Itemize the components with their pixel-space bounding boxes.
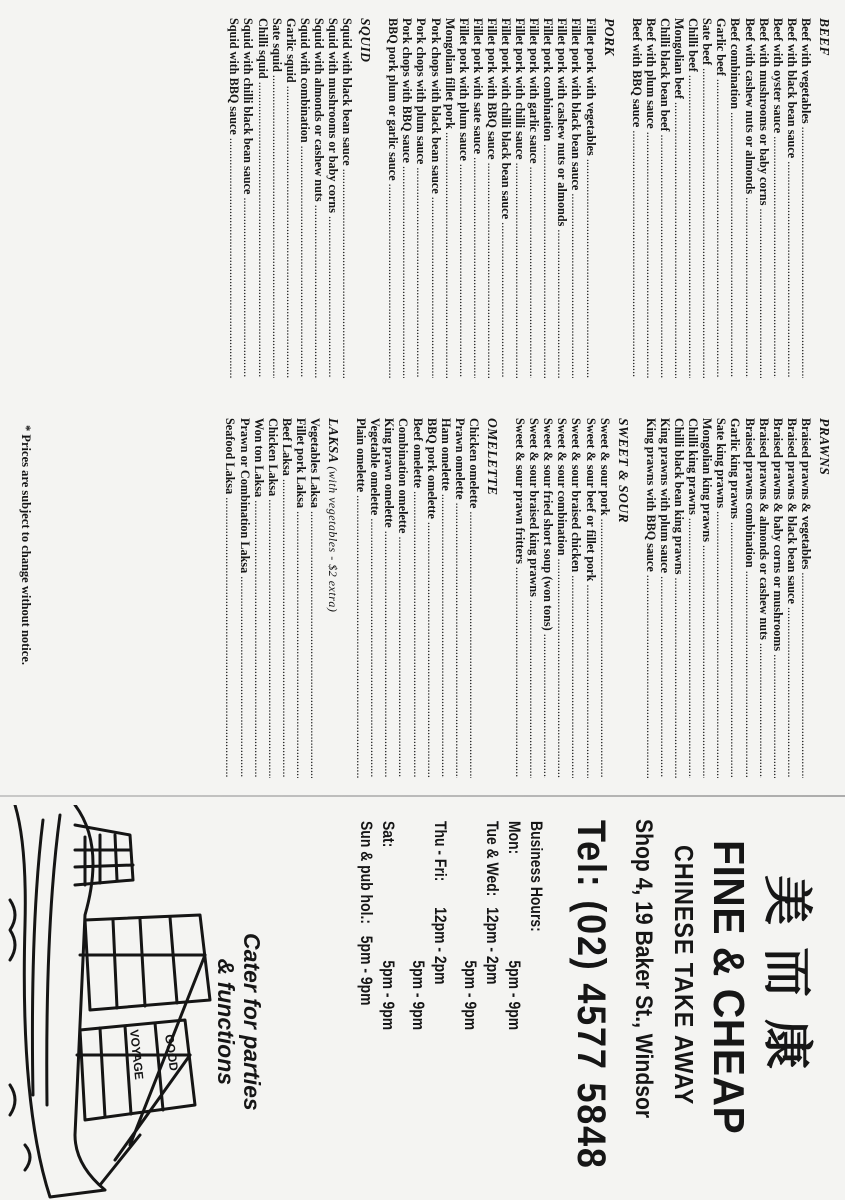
menu-item: Squid with combination ..... <box>298 18 312 378</box>
catering-line: Cater for parties <box>239 933 265 1111</box>
menu-column-1 <box>227 18 831 378</box>
section-heading: PRAWNS <box>817 418 832 476</box>
hours-day: Sun & pub hol.: <box>357 821 376 924</box>
menu-item: Pork chops with plum sauce ..... <box>414 18 428 378</box>
menu-item: Chicken omelette ..... <box>467 418 481 778</box>
menu-item: Braised prawns & black bean sauce ..... <box>785 418 799 778</box>
section-heading: LAKSA (with vegetables - $2 extra) <box>326 418 342 613</box>
menu-item: Squid with BBQ sauce ..... <box>227 18 241 378</box>
menu-item: Beef with BBQ sauce ..... <box>630 18 644 378</box>
menu-item: Mongolian beef ..... <box>672 18 686 378</box>
menu-item: Sweet & sour braised chicken ..... <box>569 418 583 778</box>
menu-item: Chilli squid ..... <box>255 18 269 378</box>
hours-day: Tue & Wed: <box>483 821 502 897</box>
restaurant-name: FINE & CHEAP <box>704 840 753 1135</box>
section-heading: BEEF <box>817 18 832 57</box>
menu-item: Garlic beef ..... <box>714 18 728 378</box>
menu-item: Beef with black bean sauce ..... <box>785 18 799 378</box>
menu-item: King prawns with plum sauce ..... <box>658 418 672 778</box>
menu-item: Seafood Laksa ..... <box>223 418 237 778</box>
hours-day: Thu - Fri: <box>431 821 450 882</box>
section-heading: OMELETTE <box>485 418 501 496</box>
menu-item: Beef with cashew nuts or almonds ..... <box>742 18 756 378</box>
menu-item: Sate king prawns ..... <box>714 418 728 778</box>
sail-text: GOOD <box>162 1033 181 1072</box>
menu-item: Fillet pork with BBQ sauce ..... <box>485 18 499 378</box>
menu-item: Fillet pork with sate sauce ..... <box>471 18 485 378</box>
menu-item: King prawns with BBQ sauce ..... <box>644 418 658 778</box>
menu-item: Beef omelette ..... <box>410 418 424 778</box>
menu-item: Beef with plum sauce ..... <box>644 18 658 378</box>
menu-item: Beef with mushrooms or baby corns ..... <box>757 18 771 378</box>
menu-item: Prawn omelette ..... <box>453 418 467 778</box>
hours-time: 12pm - 2pm <box>431 907 450 985</box>
menu-item: Ham omelette ..... <box>439 418 453 778</box>
hours-time: 5pm - 9pm <box>409 960 428 1031</box>
hours-time: 5pm - 9pm <box>505 960 524 1031</box>
menu-item: BBQ pork plum or garlic sauce ..... <box>386 18 400 378</box>
chinese-name: 美而康 <box>758 875 816 1091</box>
menu-item: Chilli king prawns ..... <box>686 418 700 778</box>
menu-item: Fillet pork with black bean sauce ..... <box>569 18 583 378</box>
menu-column-2 <box>223 418 831 778</box>
menu-item: Braised prawns & almonds or cashew nuts ..... <box>757 418 771 778</box>
menu-item: Chilli black bean beef ..... <box>658 18 672 378</box>
phone-number: Tel: (02) 4577 5848 <box>569 820 613 1170</box>
menu-item: Chilli beef ..... <box>686 18 700 378</box>
hours-time: 5pm - 9pm <box>461 960 480 1031</box>
menu-item: Fillet pork combination ..... <box>541 18 555 378</box>
menu-item: Plain omelette ..... <box>354 418 368 778</box>
restaurant-subtitle: CHINESE TAKE AWAY <box>669 845 699 1106</box>
section-note: (with vegetables - $2 extra) <box>326 466 341 613</box>
junk-ship-illustration <box>0 805 225 1200</box>
hours-time: 5pm - 9pm <box>379 960 398 1031</box>
menu-item: Won ton Laksa ..... <box>252 418 266 778</box>
menu-item: Fillet pork Laksa ..... <box>294 418 308 778</box>
menu-item: Sate beef ..... <box>700 18 714 378</box>
menu-item: Squid with almonds or cashew nuts ..... <box>312 18 326 378</box>
menu-item: Sweet & sour beef or fillet pork ..... <box>584 418 598 778</box>
menu-item: Beef combination ..... <box>728 18 742 378</box>
menu-item: Chicken Laksa ..... <box>266 418 280 778</box>
menu-item: Braised prawns combination ..... <box>742 418 756 778</box>
hours-title: Business Hours: <box>527 821 546 932</box>
menu-item: Sate squid ..... <box>270 18 284 378</box>
hours-day: Mon: <box>505 821 524 855</box>
menu-item: Beef Laksa ..... <box>280 418 294 778</box>
hours-time: 5pm - 9pm <box>357 935 376 1006</box>
menu-item: Fillet pork with chilli sauce ..... <box>513 18 527 378</box>
menu-item: Prawn or Combination Laksa ..... <box>237 418 251 778</box>
menu-item: Fillet pork with chilli black bean sauce ..... <box>499 18 513 378</box>
menu-item: BBQ pork omelette ..... <box>425 418 439 778</box>
menu-item: Sweet & sour pork ..... <box>598 418 612 778</box>
fold-line <box>0 795 845 797</box>
menu-item: Braised prawns & baby corns or mushrooms ..... <box>771 418 785 778</box>
menu-item: Pork chops with BBQ sauce ..... <box>400 18 414 378</box>
section-heading: PORK <box>601 18 617 57</box>
hours-time: 12pm - 2pm <box>483 907 502 985</box>
menu-item: Fillet pork with plum sauce ..... <box>457 18 471 378</box>
menu-item: Fillet pork with garlic sauce ..... <box>527 18 541 378</box>
hours-day: Sat: <box>379 821 398 848</box>
menu-item: Vegetable omelette ..... <box>368 418 382 778</box>
menu-item: Fillet pork with cashew nuts or almonds ..... <box>555 18 569 378</box>
menu-item: Beef with oyster sauce ..... <box>771 18 785 378</box>
menu-item: Squid with black bean sauce ..... <box>340 18 354 378</box>
menu-item: Mongolian fillet pork ..... <box>443 18 457 378</box>
menu-item: Mongolian king prawns ..... <box>700 418 714 778</box>
menu-item: King prawn omelette ..... <box>382 418 396 778</box>
section-heading: SWEET & SOUR <box>615 418 631 524</box>
menu-item: Beef with vegetables ..... <box>799 18 813 378</box>
menu-item: Sweet & sour combination ..... <box>555 418 569 778</box>
menu-item: Garlic king prawns ..... <box>728 418 742 778</box>
menu-item: Fillet pork with vegetables ..... <box>584 18 598 378</box>
menu-item: Garlic squid ..... <box>284 18 298 378</box>
menu-item: Sweet & sour braised king prawns ..... <box>527 418 541 778</box>
catering-line: & functions <box>213 958 239 1086</box>
menu-item: Sweet & sour prawn fritters ..... <box>513 418 527 778</box>
menu-item: Pork chops with black bean sauce ..... <box>428 18 442 378</box>
price-notice: * Prices are subject to change without notice. <box>19 425 33 666</box>
menu-item: Braised prawns & vegetables ..... <box>799 418 813 778</box>
sail-text: VOYAGE <box>127 1028 147 1081</box>
restaurant-address: Shop 4, 19 Baker St., Windsor <box>630 819 657 1119</box>
menu-item: Combination omelette ..... <box>396 418 410 778</box>
menu-cover <box>0 805 845 1200</box>
menu-item: Vegetables Laksa ..... <box>308 418 322 778</box>
section-heading: SQUID <box>358 18 374 63</box>
menu-item: Squid with mushrooms or baby corns ..... <box>326 18 340 378</box>
menu-item: Sweet & sour fried short soup (won tons) ..... <box>541 418 555 778</box>
menu-item: Squid with chilli black bean sauce ..... <box>241 18 255 378</box>
menu-item: Chilli black bean king prawns ..... <box>672 418 686 778</box>
